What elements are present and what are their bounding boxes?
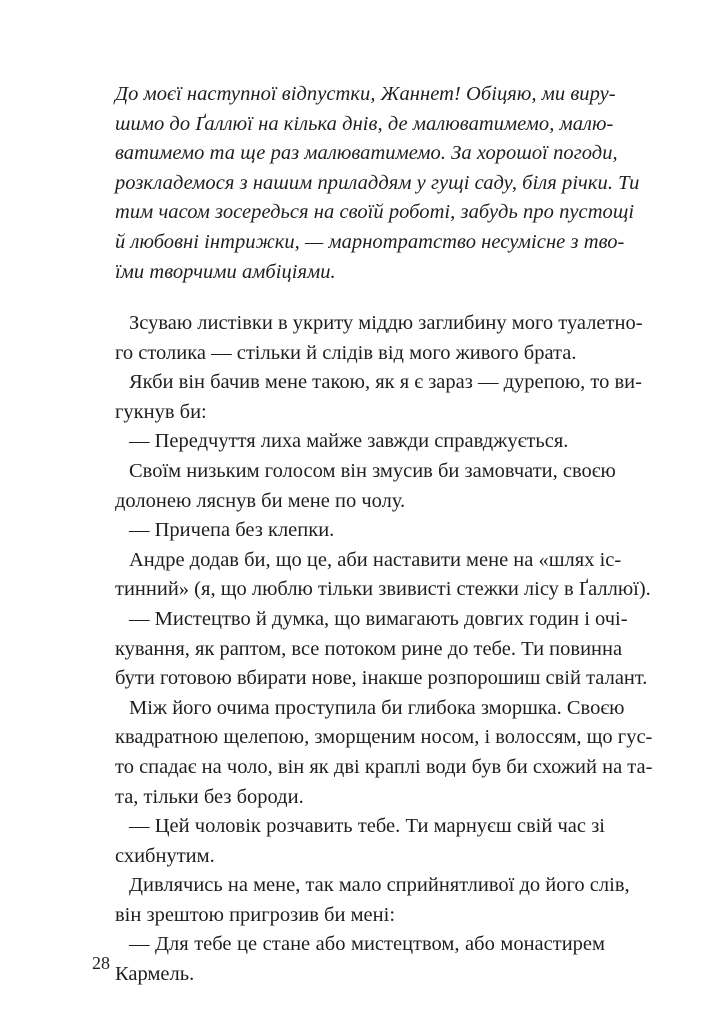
text-line: тим часом зосередься на своїй роботі, забудь про пустощі — [115, 201, 635, 224]
text-line: го столика — стільки й слідів від мого живого брата. — [115, 341, 577, 364]
body-text-block — [115, 309, 653, 990]
paragraph-first-line: Своїм низьким голосом він змусив би замовчати, своєю — [129, 459, 616, 482]
text-line: схибнутим. — [115, 844, 215, 867]
paragraph-first-line: Між його очима проступила би глибока зморшка. Своєю — [129, 696, 625, 719]
text-line: бути готовою вбирати нове, інакше розпорошиш свій талант. — [115, 667, 648, 690]
paragraph-first-line: Андре додав би, що це, аби наставити мене на «шлях іс- — [129, 548, 622, 571]
paragraph-first-line: Дивлячись на мене, так мало сприйнятливої до його слів, — [129, 874, 630, 897]
dialogue-line: — Цей чоловік розчавить тебе. Ти марнуєш свій час зі — [129, 815, 605, 838]
text-line: гукнув би: — [115, 400, 207, 423]
text-line: та, тільки без бороди. — [115, 785, 304, 808]
text-line: й любовні інтрижки, — марнотратство несумісне з тво- — [115, 230, 625, 253]
dialogue-line: — Для тебе це стане або мистецтвом, або монастирем — [129, 933, 605, 956]
text-line: Кармель. — [115, 963, 195, 986]
text-line: тинний» (я, що люблю тільки звивисті стежки лісу в Ґаллюї). — [115, 578, 651, 601]
text-line: До моєї наступної відпустки, Жаннет! Обіцяю, ми виру- — [115, 83, 616, 105]
dialogue-line: — Мистецтво й думка, що вимагають довгих годин і очі- — [129, 607, 628, 630]
dialogue-line: — Передчуття лиха майже завжди справджується. — [129, 430, 569, 453]
text-line: розкладемося з нашим приладдям у гущі саду, біля річки. Ти — [115, 171, 640, 194]
text-line: їми творчими амбіціями. — [115, 260, 336, 283]
paragraph-first-line: Зсуваю листівки в укриту міддю заглибину мого туалетно- — [129, 312, 643, 334]
text-line: шимо до Ґаллюї на кілька днів, де малюватимемо, малю- — [115, 112, 614, 135]
dialogue-line: — Причепа без клепки. — [129, 519, 335, 542]
text-line: долонею ляснув би мене по чолу. — [115, 489, 406, 512]
text-line: квадратною щелепою, зморщеним носом, і волоссям, що гус- — [115, 726, 653, 749]
text-line: кування, як раптом, все потоком рине до тебе. Ти повинна — [115, 637, 623, 660]
italic-letter-block — [115, 80, 640, 287]
paragraph-first-line: Якби він бачив мене такою, як я є зараз — дурепою, то ви- — [129, 371, 642, 394]
text-line: то спадає на чоло, він як дві краплі води був би схожий на та- — [115, 755, 653, 778]
text-line: він зрештою пригрозив би мені: — [115, 903, 396, 926]
text-line: ватимемо та ще раз малюватимемо. За хорошої погоди, — [115, 142, 618, 165]
page-number: 28 — [92, 953, 110, 973]
